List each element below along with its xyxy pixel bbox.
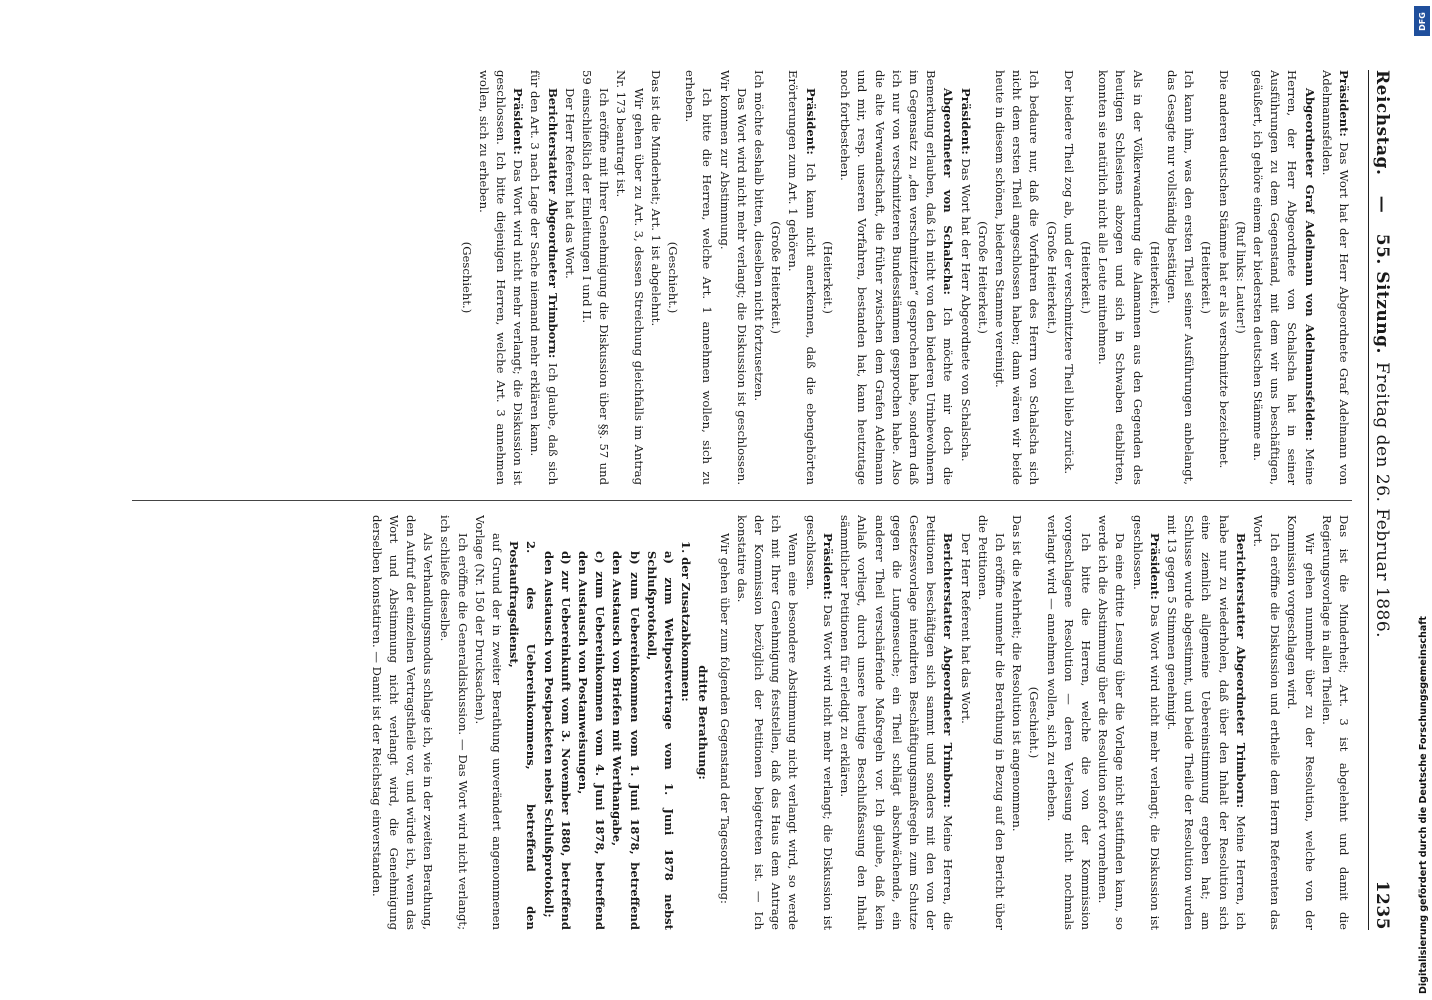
- paragraph: [836, 70, 956, 485]
- paragraph: [715, 515, 732, 930]
- speaker-name: Präsident:: [1147, 533, 1162, 600]
- centered-line: (Heiterkeit.): [1078, 241, 1093, 314]
- paragraph-text: Ich glaube, daß sich für den Art. 3 nach Lage der Sache niemand mehr erklären kann.: [528, 70, 560, 485]
- text-column-left: [122, 70, 1352, 485]
- paragraph: [784, 70, 818, 485]
- agenda-item: d) zur Uebereinkunft vom 3. November 1880, betreffend den Austausch von Postpacketen nebst Schlußprotokoll;: [541, 551, 573, 930]
- paragraph-text: Das ist die Minderheit; Art. 1 ist abgelehnt.: [648, 70, 663, 327]
- paragraph-text: Ich eröffne mit Ihrer Genehmigung die Diskussion über §§. 57 und 59 einschließlich der Einleitungen I und II.: [580, 70, 612, 485]
- paragraph-text: Der biedere Theil zog ab, und der verschmitztere Theil blieb zurück.: [1061, 70, 1076, 475]
- speaker-name: Präsident:: [820, 533, 835, 600]
- agenda-item: b) zum Uebereinkommen vom 1. Juni 1878, betreffend den Austausch von Briefen mit Werthangabe,: [610, 551, 642, 930]
- speaker-name: Abgeordneter von Schalscha:: [941, 88, 956, 295]
- centered-line: (Heiterkeit.): [1199, 241, 1214, 314]
- paragraph-text: Ich bitte die Herren, welche Art. 1 annehmen wollen, sich zu erheben.: [683, 70, 715, 485]
- paragraph: [1008, 515, 1025, 930]
- paragraph: [1128, 515, 1162, 930]
- paragraph: [991, 70, 1043, 485]
- paragraph-text: Meine Herren, die Petitionen beschäftigen sich sammt und sonders mit den von der Gesetzesvorlage intendirten Beschäftigungsmaßregeln zum Schutze gegen die Lungenseuche; ein Theil schlägt abschwächende, ein anderer Theil verschärfende Maßregeln vor. Ich glaube, daß kein Anlaß vorliegt, durch unsere heutige Beschlußfassung den Inhalt sämmtlicher Petitionen für erledigt zu erklären.: [838, 515, 956, 930]
- paragraph-text: Wir gehen über zum folgenden Gegenstand der Tagesordnung:: [717, 533, 732, 904]
- speaker-name: Präsident:: [1337, 70, 1351, 137]
- paragraph: [475, 70, 527, 485]
- centered-line: (Große Heiterkeit.): [769, 221, 784, 334]
- centered-line: (Ruf links: Lauter!): [1233, 221, 1248, 334]
- paragraph: [1094, 70, 1146, 485]
- paragraph-text: Ich eröffne nunmehr die Berathung in Bezug auf den Bericht über die Petitionen.: [975, 515, 1007, 930]
- speaker-name: Berichterstatter Abgeordneter Trimborn:: [545, 88, 560, 359]
- dfg-logo-text: DFG: [1417, 11, 1427, 31]
- paragraph: [974, 515, 1008, 930]
- paragraph: [1318, 70, 1352, 485]
- paragraph-text: Das ist die Minderheit; Art. 3 ist abgelehnt und damit die Regierungsvorlage in allen Theilen.: [1319, 515, 1351, 930]
- header-date: Freitag den 26. Februar 1886.: [1372, 361, 1392, 639]
- speaker-name: Präsident:: [511, 88, 526, 155]
- paragraph-text: Ich kann nicht anerkennen, daß die ebengehörten Erörterungen zum Art. 1 gehören.: [786, 70, 818, 485]
- speaker-name: Berichterstatter Abgeordneter Trimborn:: [1233, 533, 1248, 809]
- paragraph: [1163, 70, 1197, 485]
- page-header: [1368, 70, 1392, 930]
- centered-line: (Geschieht.): [459, 241, 474, 314]
- paragraph-text: Wir gehen nunmehr über zu der Resolution, welche von der Kommission vorgeschlagen wird.: [1285, 515, 1317, 930]
- paragraph: [750, 70, 767, 485]
- text-column-right: [122, 515, 1352, 930]
- paragraph: [715, 70, 749, 485]
- paragraph: [1283, 515, 1317, 930]
- speaker-name: Abgeordneter Graf Adelmann von Adelmannsfelden:: [1302, 88, 1317, 442]
- paragraph-text: Ich möchte mir doch die Bemerkung erlauben, daß ich nicht von den biederen Urinbewohnern im Gegensatz zu „den verschmitzten“ gesprochen habe, sondern daß ich nur von verschmitzteren Bundesstämmen gesprochen habe. Also die alte Verwandtschaft, die früher zwischen dem Grafen Adelmann und mir, resp. unseren Vorfahren, bestanden hat, kann heutzutage noch fortbestehen.: [838, 70, 956, 485]
- paragraph: [367, 515, 436, 930]
- paragraph-text: Ich eröffne die Diskussion und ertheile dem Herrn Referenten das Wort.: [1250, 515, 1283, 930]
- paragraph-text: Der Herr Referent hat das Wort.: [958, 533, 973, 724]
- paragraph-text: Als Verhandlungsmodus schlage ich, wie in der zweiten Berathung, den Aufruf der einzelnen Vertragstheile vor, und würde ich, wenn das Wort und Abstimmung nicht verlangt wird, die Genehmigung derselben konstatiren. — Damit ist der Reichstag einverstanden.: [369, 515, 436, 930]
- paragraph: [1163, 515, 1249, 930]
- paragraph-text: Ich bitte die Herren, welche die von der Kommission vorgeschlagene Resolution — deren Verlesung nicht nochmals verlangt wird — annehmen wollen, sich zu erheben.: [1044, 515, 1093, 930]
- speaker-name: Präsident:: [803, 88, 818, 155]
- paragraph-text: Das Wort wird nicht mehr verlangt; die Diskussion ist geschlossen. Wir kommen zur Abstimmung.: [717, 70, 749, 485]
- centered-line: (Heiterkeit.): [1147, 241, 1162, 314]
- paragraph-text: Ich bedaure nur, daß die Vorfahren des Herrn von Schalscha sich nicht dem ersten Theil angeschlossen haben; dann wären wir beide heute in diesem schönen, biederen Stamme vereinigt.: [992, 70, 1042, 485]
- centered-line: (Geschieht.): [666, 241, 681, 314]
- paragraph: [733, 515, 802, 930]
- paragraph: [1214, 70, 1231, 485]
- agenda-item: a) zum Weltpostvertrage vom 1. Juni 1878 nebst Schlußprotokoll,: [644, 551, 677, 930]
- paragraph: [1060, 70, 1077, 485]
- paragraph-text: Ich kann ihm, was den ersten Theil seiner Ausführungen anbelangt, das Gesagte nur vollständig bestätigen.: [1164, 70, 1197, 485]
- paragraph-text: Der Herr Referent hat das Wort.: [562, 88, 577, 279]
- centered-line: (Heiterkeit.): [820, 241, 835, 314]
- paragraph: [1249, 515, 1283, 930]
- paragraph: [1318, 515, 1352, 930]
- paragraph: [471, 515, 505, 930]
- paragraph-text: Wir gehen über zu Art. 3, dessen Streichung gleichfalls im Antrag Nr. 173 beantragt ist.: [614, 70, 646, 485]
- speaker-name: Präsident:: [958, 88, 973, 155]
- paragraph-text: Wenn eine besondere Abstimmung nicht verlangt wird, so werde ich mit Ihrer Genehmigung feststellen, daß das Haus dem Antrage der Kommission bezüglich der Petitionen beigetreten ist. — Ich konstatire das.: [734, 515, 801, 930]
- header-page-number: 1235: [1372, 880, 1392, 930]
- agenda-item: 1. der Zusatzabkommen:: [679, 541, 694, 702]
- paragraph-text: Ich möchte deshalb bitten, dieselben nicht fortzusetzen.: [752, 70, 767, 401]
- paragraph: [612, 70, 646, 485]
- paragraph: [681, 70, 715, 485]
- centered-line: (Große Heiterkeit.): [975, 221, 990, 334]
- paragraph: [1094, 515, 1128, 930]
- paragraph: [1249, 70, 1318, 485]
- dfg-logo: [1414, 6, 1430, 36]
- paragraph-text: Das Wort wird nicht mehr verlangt; die Diskussion ist geschlossen.: [803, 515, 835, 930]
- paragraph-text: Die anderen deutschen Stämme hat er als verschmitzte bezeichnet.: [1216, 70, 1231, 469]
- paragraph: [1042, 515, 1094, 930]
- paragraph: [647, 70, 664, 485]
- watermark-text: Digitalisierung gefördert durch die Deutsche Forschungsgemeinschaft: [1418, 616, 1429, 994]
- paragraph: [956, 70, 973, 485]
- paragraph-text: Ich eröffne die Generaldiskussion. — Das Wort wird nicht verlangt; ich schließe dieselbe.: [438, 515, 470, 930]
- column-divider: [132, 500, 1352, 501]
- header-left: [1372, 70, 1392, 368]
- agenda-item: c) zum Uebereinkommen vom 4. Juni 1878, betreffend den Austausch von Postanweisungen,: [576, 551, 608, 930]
- header-session: 55. Sitzung.: [1372, 233, 1392, 354]
- paragraph-text: auf Grund der in zweiter Berathung unverändert angenommenen Vorlage (Nr. 150 der Drucksachen).: [472, 515, 505, 930]
- paragraph-text: Das Wort hat der Herr Abgeordnete Graf Adelmann von Adelmannsfelden.: [1319, 70, 1351, 485]
- centered-line: (Geschieht.): [1027, 686, 1042, 759]
- paragraph: [436, 515, 470, 930]
- header-separator: —: [1372, 195, 1392, 214]
- centered-line: dritte Berathung:: [696, 665, 711, 780]
- paragraph-text: Als in der Völkerwanderung die Alamannen aus den Gegenden des heutigen Schlesiens abzogen und sich in Schwaben etablirten, konnten sie natürlich nicht alle Leute mitnehmen.: [1096, 70, 1145, 485]
- paragraph-text: Das ist die Mehrheit; die Resolution ist angenommen.: [1010, 515, 1025, 832]
- agenda-item: 2. des Uebereinkommens, betreffend den Postauftragsdienst,: [507, 541, 539, 930]
- paragraph-text: Da eine dritte Lesung über die Vorlage nicht stattfinden kann, so werde ich die Abstimmung über die Resolution sofort vornehmen.: [1096, 515, 1128, 930]
- paragraph-text: Das Wort hat der Herr Abgeordnete von Schalscha.: [958, 154, 973, 462]
- header-parliament: Reichstag.: [1372, 70, 1392, 176]
- paragraph: [578, 70, 612, 485]
- paragraph: [526, 70, 560, 485]
- paragraph: [836, 515, 956, 930]
- paragraph: [802, 515, 836, 930]
- paragraph-text: Das Wort wird nicht mehr verlangt; die Diskussion ist geschlossen.: [1130, 515, 1162, 930]
- paragraph: [561, 70, 578, 485]
- speaker-name: Berichterstatter Abgeordneter Trimborn:: [941, 533, 956, 808]
- paragraph-text: Meine Herren, der Herr Abgeordnete von Schalscha hat in seiner Ausführungen zu dem Gegenstand, mit dem wir uns beschäftigen, geäußert, ich gehöre einem der biedersten deutschen Stämme an.: [1250, 70, 1317, 485]
- centered-line: (Große Heiterkeit.): [1044, 221, 1059, 334]
- paragraph-text: Das Wort wird nicht mehr verlangt; die Diskussion ist geschlossen. Ich bitte diejenigen Herren, welche Art. 3 annehmen wollen, sich zu erheben.: [476, 70, 526, 485]
- paragraph-text: Meine Herren, ich habe nur zu wiederholen, daß über den Inhalt der Resolution sich eine ziemlich allgemeine Uebereinstimmung ergeben hat; am Schlusse wurde abgestimmt, und beide Theile der Resolution wurden mit 13 gegen 5 Stimmen genehmigt.: [1164, 515, 1248, 930]
- paragraph: [956, 515, 973, 930]
